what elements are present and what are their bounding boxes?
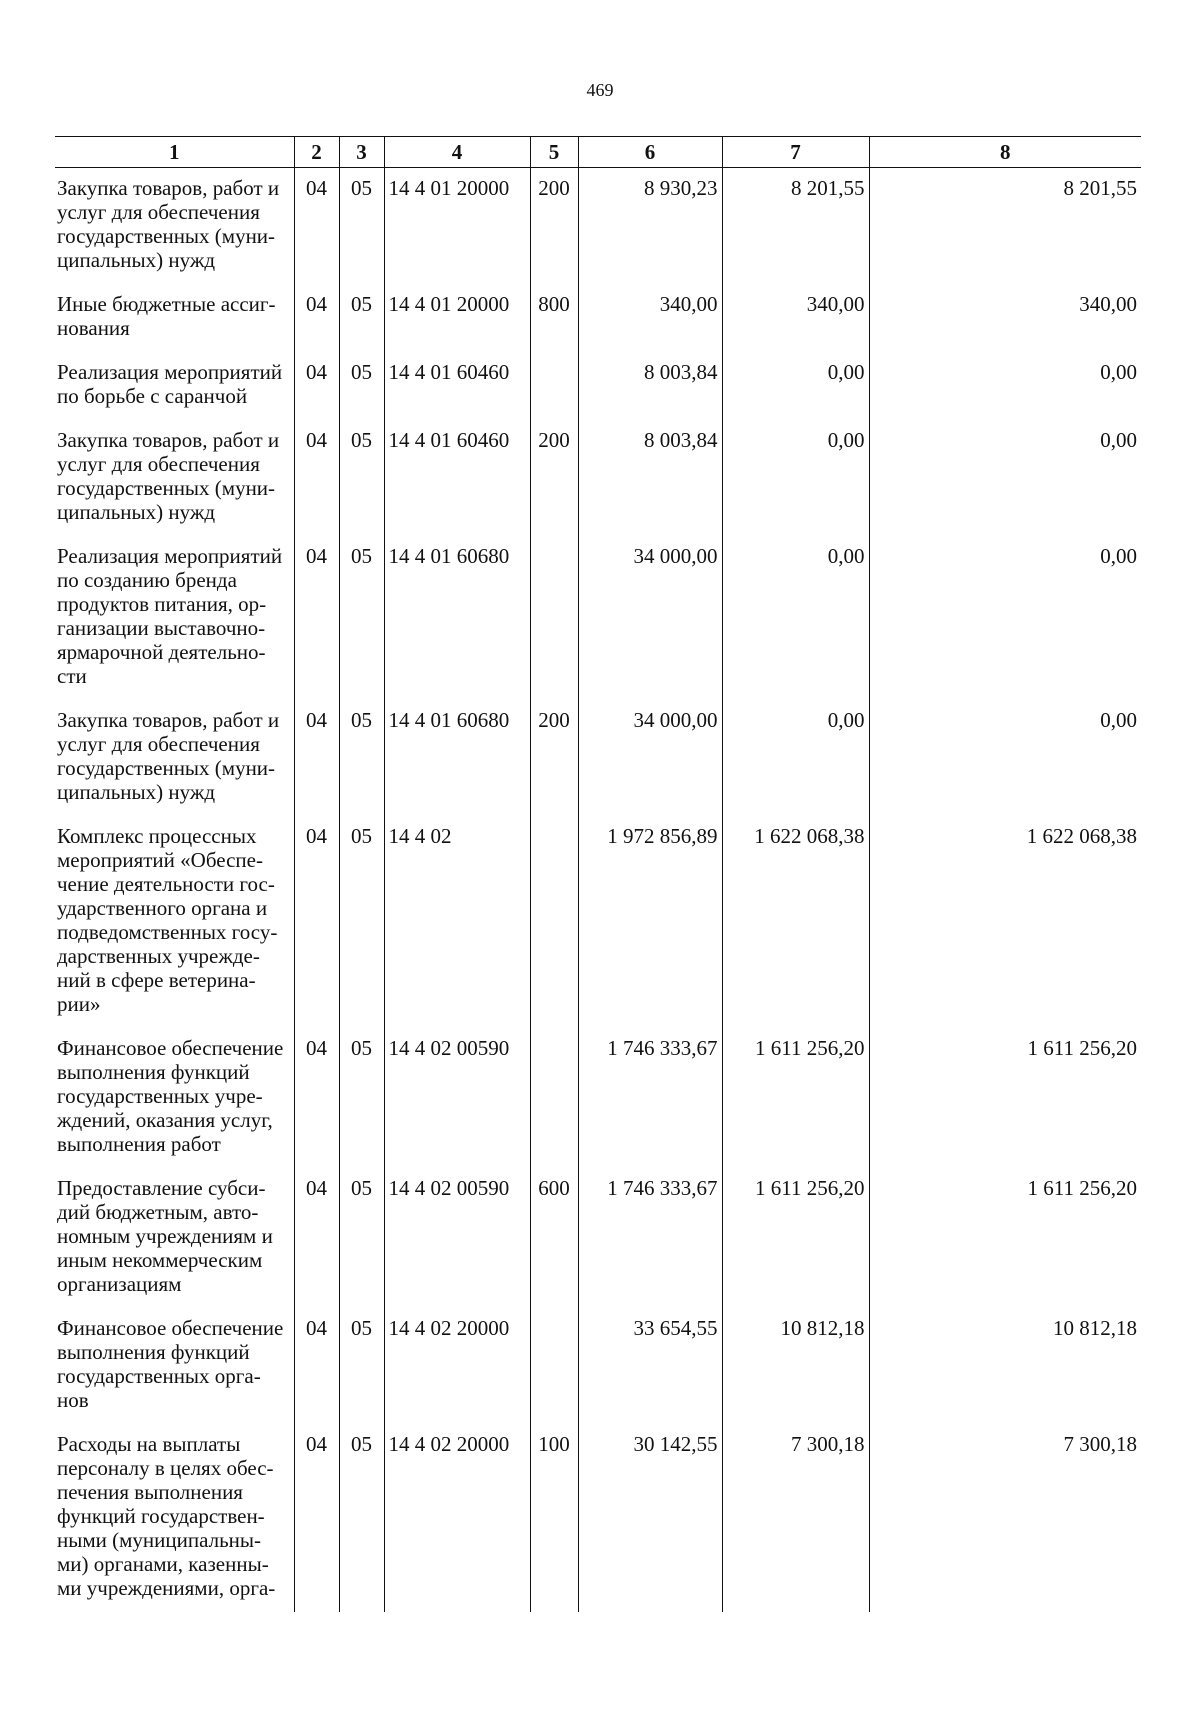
cell-section: 04 xyxy=(294,700,339,816)
column-header-7: 7 xyxy=(722,137,869,168)
cell-amount-6: 30 142,55 xyxy=(578,1424,722,1612)
cell-section: 04 xyxy=(294,1424,339,1612)
cell-target-code: 14 4 02 00590 xyxy=(384,1168,530,1308)
row-name: Закупка товаров, работ и услуг для обеспечения государственных (муни-ципальных) нужд xyxy=(57,708,280,804)
cell-target-code: 14 4 01 60680 xyxy=(384,536,530,700)
row-name: Расходы на выплаты персоналу в целях обес-печения выполнения функций государствен-ными (муниципальны-ми) органами, казенны-ми учреждениями, орга- xyxy=(57,1432,276,1600)
cell-amount-8: 1 622 068,38 xyxy=(869,816,1141,1028)
row-name: Закупка товаров, работ и услуг для обеспечения государственных (муни-ципальных) нужд xyxy=(57,428,280,524)
cell-amount-6: 33 654,55 xyxy=(578,1308,722,1424)
cell-expense-type xyxy=(530,1308,578,1424)
cell-amount-7: 0,00 xyxy=(722,536,869,700)
cell-amount-8: 8 201,55 xyxy=(869,168,1141,285)
cell-target-code: 14 4 02 20000 xyxy=(384,1424,530,1612)
table-row xyxy=(55,816,1141,1028)
cell-amount-6: 8 003,84 xyxy=(578,352,722,420)
table-row xyxy=(55,284,1141,352)
cell-amount-6: 34 000,00 xyxy=(578,536,722,700)
table-row xyxy=(55,1028,1141,1168)
cell-expense-type: 200 xyxy=(530,168,578,285)
row-name: Реализация мероприятий по созданию бренда продуктов питания, ор-ганизации выставочно-ярмарочной деятельно-сти xyxy=(57,544,283,688)
cell-subsection: 05 xyxy=(339,168,384,285)
cell-target-code: 14 4 02 xyxy=(384,816,530,1028)
cell-subsection: 05 xyxy=(339,700,384,816)
cell-target-code: 14 4 01 20000 xyxy=(384,168,530,285)
cell-amount-8: 340,00 xyxy=(869,284,1141,352)
column-header-2: 2 xyxy=(294,137,339,168)
cell-target-code: 14 4 01 60460 xyxy=(384,352,530,420)
column-header-1: 1 xyxy=(55,137,294,168)
cell-target-code: 14 4 01 20000 xyxy=(384,284,530,352)
column-header-4: 4 xyxy=(384,137,530,168)
cell-amount-7: 7 300,18 xyxy=(722,1424,869,1612)
column-header-5: 5 xyxy=(530,137,578,168)
cell-amount-8: 1 611 256,20 xyxy=(869,1028,1141,1168)
cell-subsection: 05 xyxy=(339,536,384,700)
cell-expense-type xyxy=(530,1028,578,1168)
cell-amount-7: 8 201,55 xyxy=(722,168,869,285)
cell-target-code: 14 4 01 60680 xyxy=(384,700,530,816)
row-name: Финансовое обеспечение выполнения функций государственных орга-нов xyxy=(57,1316,284,1412)
cell-section: 04 xyxy=(294,284,339,352)
cell-amount-7: 340,00 xyxy=(722,284,869,352)
cell-subsection: 05 xyxy=(339,352,384,420)
header-row xyxy=(55,137,1141,168)
cell-amount-8: 0,00 xyxy=(869,700,1141,816)
cell-subsection: 05 xyxy=(339,1308,384,1424)
cell-subsection: 05 xyxy=(339,1424,384,1612)
cell-amount-6: 34 000,00 xyxy=(578,700,722,816)
table-header xyxy=(55,137,1141,168)
cell-amount-7: 0,00 xyxy=(722,420,869,536)
cell-expense-type: 600 xyxy=(530,1168,578,1308)
table-row xyxy=(55,1424,1141,1612)
cell-subsection: 05 xyxy=(339,1028,384,1168)
table-row xyxy=(55,352,1141,420)
cell-amount-7: 10 812,18 xyxy=(722,1308,869,1424)
cell-section: 04 xyxy=(294,168,339,285)
cell-expense-type xyxy=(530,816,578,1028)
row-name: Комплекс процессных мероприятий «Обеспе-чение деятельности гос-ударственного органа и подведомственных госу-дарственных учрежде-ний в сфере ветерина-рии» xyxy=(57,824,278,1016)
row-name: Предоставление субси-дий бюджетным, авто-номным учреждениям и иным некоммерческим организациям xyxy=(57,1176,273,1296)
column-header-6: 6 xyxy=(578,137,722,168)
table-row xyxy=(55,1308,1141,1424)
cell-target-code: 14 4 02 00590 xyxy=(384,1028,530,1168)
cell-amount-8: 0,00 xyxy=(869,536,1141,700)
cell-amount-6: 8 930,23 xyxy=(578,168,722,285)
cell-amount-7: 1 622 068,38 xyxy=(722,816,869,1028)
cell-section: 04 xyxy=(294,816,339,1028)
cell-amount-8: 0,00 xyxy=(869,352,1141,420)
cell-amount-7: 1 611 256,20 xyxy=(722,1168,869,1308)
cell-amount-8: 0,00 xyxy=(869,420,1141,536)
cell-section: 04 xyxy=(294,1168,339,1308)
cell-section: 04 xyxy=(294,536,339,700)
cell-expense-type: 200 xyxy=(530,420,578,536)
cell-subsection: 05 xyxy=(339,420,384,536)
cell-amount-8: 7 300,18 xyxy=(869,1424,1141,1612)
cell-section: 04 xyxy=(294,1028,339,1168)
column-header-8: 8 xyxy=(869,137,1141,168)
cell-section: 04 xyxy=(294,1308,339,1424)
table-row xyxy=(55,420,1141,536)
cell-expense-type: 200 xyxy=(530,700,578,816)
cell-expense-type xyxy=(530,536,578,700)
cell-subsection: 05 xyxy=(339,816,384,1028)
column-header-3: 3 xyxy=(339,137,384,168)
cell-section: 04 xyxy=(294,352,339,420)
cell-amount-6: 1 746 333,67 xyxy=(578,1028,722,1168)
cell-expense-type: 100 xyxy=(530,1424,578,1612)
row-name: Закупка товаров, работ и услуг для обеспечения государственных (муни-ципальных) нужд xyxy=(57,176,280,272)
table-row xyxy=(55,1168,1141,1308)
row-name: Иные бюджетные ассиг-нования xyxy=(57,292,276,340)
cell-expense-type: 800 xyxy=(530,284,578,352)
table-row xyxy=(55,536,1141,700)
cell-amount-8: 1 611 256,20 xyxy=(869,1168,1141,1308)
cell-amount-6: 340,00 xyxy=(578,284,722,352)
cell-amount-7: 0,00 xyxy=(722,352,869,420)
cell-section: 04 xyxy=(294,420,339,536)
cell-amount-6: 8 003,84 xyxy=(578,420,722,536)
cell-amount-6: 1 746 333,67 xyxy=(578,1168,722,1308)
page-number: 469 xyxy=(586,80,614,100)
cell-target-code: 14 4 02 20000 xyxy=(384,1308,530,1424)
cell-target-code: 14 4 01 60460 xyxy=(384,420,530,536)
cell-amount-6: 1 972 856,89 xyxy=(578,816,722,1028)
cell-expense-type xyxy=(530,352,578,420)
cell-subsection: 05 xyxy=(339,1168,384,1308)
row-name: Финансовое обеспечение выполнения функций государственных учре-ждений, оказания услуг, выполнения работ xyxy=(57,1036,284,1156)
table-body xyxy=(55,168,1141,1613)
table-row xyxy=(55,168,1141,285)
cell-amount-7: 1 611 256,20 xyxy=(722,1028,869,1168)
table-row xyxy=(55,700,1141,816)
cell-subsection: 05 xyxy=(339,284,384,352)
budget-table xyxy=(55,136,1141,1612)
cell-amount-8: 10 812,18 xyxy=(869,1308,1141,1424)
row-name: Реализация мероприятий по борьбе с саранчой xyxy=(57,360,283,408)
cell-amount-7: 0,00 xyxy=(722,700,869,816)
